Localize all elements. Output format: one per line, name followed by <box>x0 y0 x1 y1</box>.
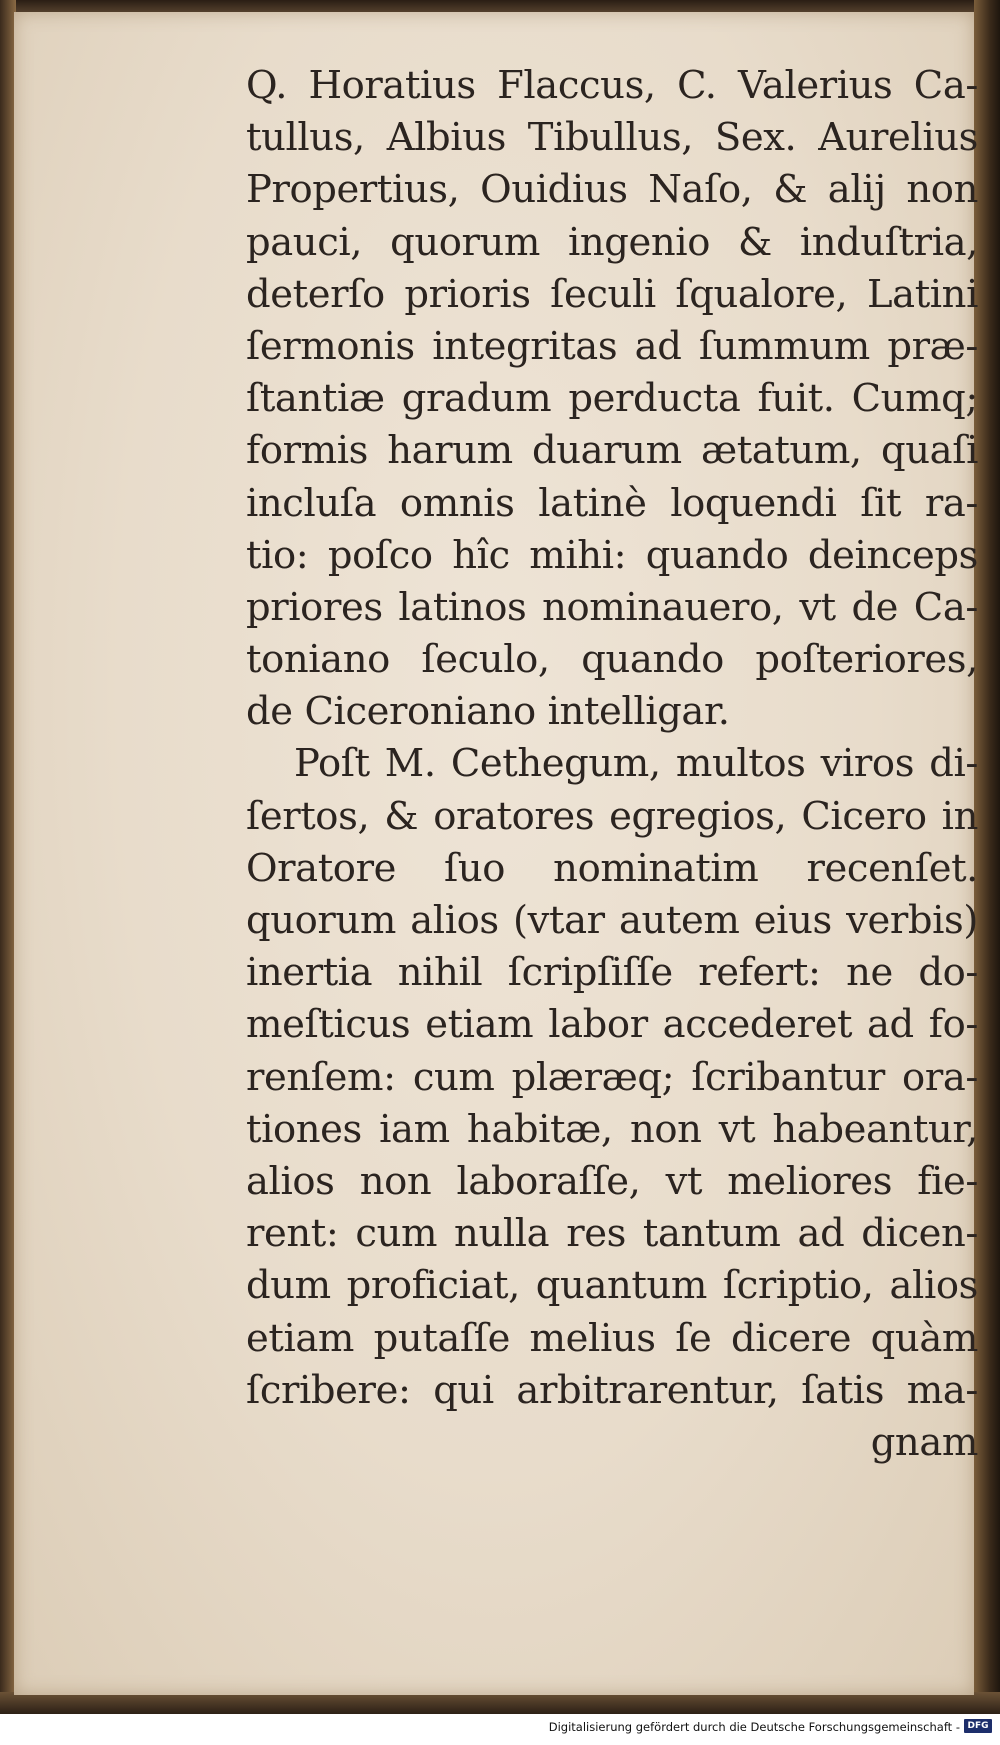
text-line: tio: poſco hîc mihi: quando deinceps <box>246 532 978 578</box>
text-line: quorum alios (vtar autem eius verbis) <box>246 898 978 943</box>
text-line: incluſa omnis latinè loquendi ſit ra- <box>246 480 978 526</box>
text-line: pauci, quorum ingenio & induſtria, <box>246 219 978 265</box>
text-line: Propertius, Ouidius Naſo, & alij non <box>246 167 978 213</box>
body-text <box>246 60 978 1469</box>
text-line: tullus, Albius Tibullus, Sex. Aurelius <box>246 115 978 161</box>
paper-page <box>14 12 978 1695</box>
text-line: priores latinos nominauero, vt de Ca- <box>246 584 978 630</box>
funding-credit: Digitalisierung gefördert durch die Deutsche Forschungsgemeinschaft - <box>548 1720 960 1734</box>
catchword: gnam <box>870 1419 978 1465</box>
text-line-paragraph-start: Poſt M. Cethegum, multos viros di- <box>294 741 978 787</box>
text-line: ſertos, & oratores egregios, Cicero in <box>246 793 978 839</box>
text-line: deterſo prioris ſeculi ſqualore, Latini <box>246 271 978 317</box>
dfg-logo: DFG <box>964 1719 992 1733</box>
text-line: formis harum duarum ætatum, quaſi <box>246 428 978 474</box>
text-line: inertia nihil ſcripſiſſe refert: ne do- <box>246 950 978 996</box>
text-line: dum proficiat, quantum ſcriptio, alios <box>246 1263 978 1309</box>
text-line: ſcribere: qui arbitrarentur, ſatis ma- <box>246 1367 978 1413</box>
text-line-paragraph-end: de Ciceroniano intelligar. <box>246 689 730 735</box>
text-line: meſticus etiam labor accederet ad fo- <box>246 1002 978 1048</box>
text-line: Oratore ſuo nominatim recenſet. <box>246 845 978 891</box>
text-line: Q. Horatius Flaccus, C. Valerius Ca- <box>246 63 978 108</box>
text-line: toniano ſeculo, quando poſteriores, <box>246 637 978 683</box>
text-line: alios non laboraſſe, vt meliores fie- <box>246 1158 978 1204</box>
book-bottom-edge <box>0 1692 1000 1714</box>
text-line: tiones iam habitæ, non vt habeantur, <box>246 1106 978 1152</box>
text-line: etiam putaſſe melius ſe dicere quàm <box>246 1315 978 1361</box>
text-line: ſermonis integritas ad ſummum præ- <box>246 323 978 369</box>
digitization-footer <box>0 1714 1000 1745</box>
text-line: renſem: cum plæræq; ſcribantur ora- <box>246 1054 978 1100</box>
text-line: rent: cum nulla res tantum ad dicen- <box>246 1211 978 1257</box>
text-line: ſtantiæ gradum perducta fuit. Cumq; <box>246 376 978 422</box>
